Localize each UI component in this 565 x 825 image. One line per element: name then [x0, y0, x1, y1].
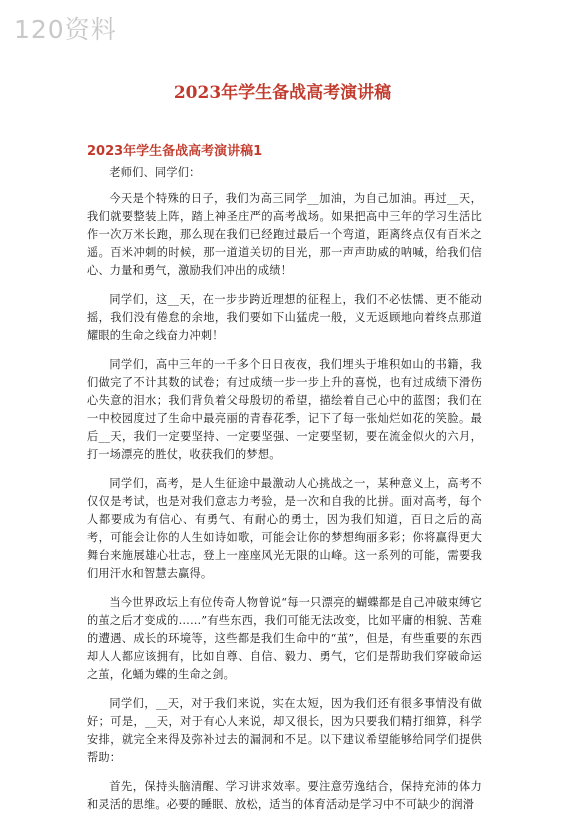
- document-body: [87, 164, 482, 825]
- watermark-logo: 120资料: [14, 15, 117, 44]
- paragraph-1: 今天是个特殊的日子，我们为高三同学__加油，为自己加油。再过__天，我们就要整装上阵，踏上神圣庄严的高考战场。如果把高中三年的学习生活比作一次万米长跑，那么现在我们已经跑过最后一个弯道，距离终点仅有百米之遥。百米冲刺的时候，那一道道关切的目光，那一声声助威的呐喊，给我们信心、力量和勇气，激励我们冲出的成绩！: [87, 192, 482, 277]
- paragraph-4: 同学们，高考，是人生征途中最激动人心挑战之一，某种意义上，高考不仅仅是考试，也是对我们意志力考验，是一次和自我的比拼。面对高考，每个人都要成为有信心、有勇气、有耐心的勇士，因为我们知道，百日之后的高考，可能会让你的人生如诗如歌，可能会让你的梦想绚丽多彩；你将赢得更大舞台来施展雄心壮志，登上一座座风光无限的山峰。这一系列的可能，需要我们用汗水和智慧去赢得。: [87, 477, 482, 580]
- paragraph-7: 首先，保持头脑清醒、学习讲求效率。要注意劳逸结合，保持充沛的体力和灵活的思维。必要的睡眠、放松，适当的体育活动是学习中不可缺少的润滑: [87, 780, 482, 811]
- paragraph-2: 同学们，这__天，在一步步跨近理想的征程上，我们不必怯懦、更不能动摇，我们没有倦怠的余地，我们要如下山猛虎一般，义无返顾地向着终点那道耀眼的生命之线奋力冲刺！: [87, 293, 482, 342]
- section-heading: 2023年学生备战高考演讲稿1: [87, 144, 263, 159]
- paragraph-6: 同学们，__天，对于我们来说，实在太短，因为我们还有很多事情没有做好；可是，__天，对于有心人来说，却又很长，因为只要我们精打细算，科学安排，就完全来得及弥补过去的漏洞和不足。以下建议希望能够给同学们提供帮助：: [87, 697, 482, 764]
- paragraph-3: 同学们，高中三年的一千多个日日夜夜，我们埋头于堆积如山的书籍，我们做完了不计其数的试卷；有过成绩一步一步上升的喜悦，也有过成绩下滑伤心失意的泪水；我们背负着父母殷切的希望，描绘着自己心中的蓝图；我们在一中校园度过了生命中最亮丽的青春花季，记下了每一张灿烂如花的笑脸。最后__天，我们一定要坚持、一定要坚强、一定要坚韧，要在流金似火的六月，打一场漂亮的胜仗，收获我们的梦想。: [87, 358, 482, 461]
- paragraph-5: 当今世界政坛上有位传奇人物曾说“每一只漂亮的蝴蝶都是自己冲破束缚它的茧之后才变成的……”有些东西，我们可能无法改变，比如平庸的相貌、苦难的遭遇、成长的环境等，这些都是我们生命中的“茧”，但是，有些重要的东西却人人都应该拥有，比如自尊、自信、毅力、勇气，它们是帮助我们穿破命运之茧，化蛹为蝶的生命之剑。: [87, 596, 482, 681]
- greeting-line: 老师们、同学们：: [109, 166, 201, 179]
- document-title: 2023年学生备战高考演讲稿: [173, 83, 392, 103]
